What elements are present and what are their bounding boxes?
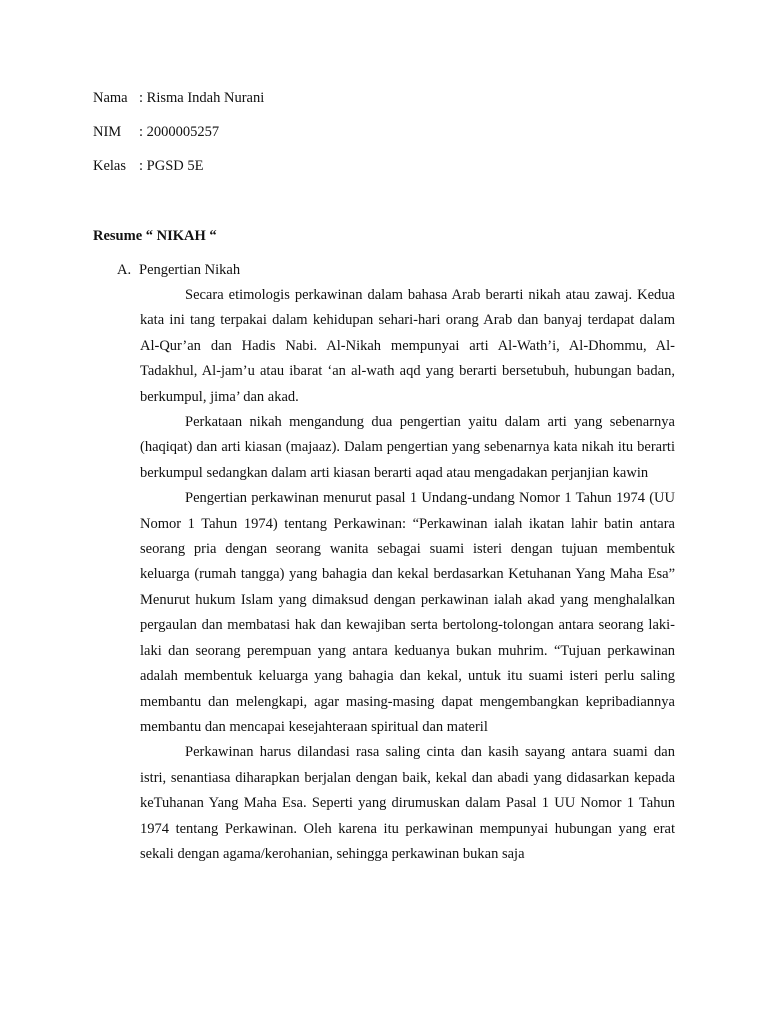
paragraph: Pengertian perkawinan menurut pasal 1 Undang-undang Nomor 1 Tahun 1974 (UU Nomor 1 Tahun 1974) tentang Perkawinan: “Perkawinan ialah ikatan lahir batin antara seorang pria dengan seorang wanita sebagai suami isteri dengan tujuan membentuk keluarga (rumah tangga) yang bahagia dan kekal berdasarkan Ketuhanan Yang Maha Esa” Menurut hukum Islam yang dimaksud dengan perkawinan ialah akad yang menghalalkan pergaulan dan membatasi hak dan kewajiban serta bertolong-tolongan antara seorang laki-laki dan seorang perempuan yang antara keduanya bukan muhrim. “Tujuan perkawinan adalah membentuk keluarga yang bahagia dan kekal, untuk itu suami isteri perlu saling membantu dan melengkapi, agar masing-masing dapat mengembangkan kepribadiannya membantu dan mencapai kesejahteraan spiritual dan materil — [140, 490, 675, 735]
nim-value: : 2000005257 — [139, 124, 220, 140]
student-name-row — [93, 89, 264, 107]
student-nim-row — [93, 123, 219, 141]
section-title: Pengertian Nikah — [139, 262, 241, 278]
name-label: Nama — [93, 90, 128, 106]
student-class-row — [93, 157, 203, 175]
section-letter: A. — [117, 262, 132, 278]
paragraph: Perkawinan harus dilandasi rasa saling cinta dan kasih sayang antara suami dan istri, senantiasa diharapkan berjalan dengan baik, kekal dan abadi yang didasarkan kepada keTuhanan Yang Maha Esa. Seperti yang dirumuskan dalam Pasal 1 UU Nomor 1 Tahun 1974 tentang Perkawinan. Oleh karena itu perkawinan mempunyai hubungan yang erat sekali dengan agama/kerohanian, sehingga perkawinan bukan saja — [140, 744, 675, 862]
name-value: : Risma Indah Nurani — [139, 90, 265, 106]
class-label: Kelas — [93, 158, 127, 174]
section-body — [140, 283, 675, 867]
paragraph: Perkataan nikah mengandung dua pengertian yaitu dalam arti yang sebenarnya (haqiqat) dan arti kiasan (majaaz). Dalam pengertian yang sebenarnya kata nikah itu berarti berkumpul sedangkan dalam arti kiasan berarti aqad atau mengadakan perjanjian kawin — [140, 414, 675, 481]
paragraph: Secara etimologis perkawinan dalam bahasa Arab berarti nikah atau zawaj. Kedua kata ini tang terpakai dalam kehidupan sehari-hari orang Arab dan banyaj terdapat dalam Al-Qur’an dan Hadis Nabi. Al-Nikah mempunyai arti Al-Wath’i, Al-Dhommu, Al-Tadakhul, Al-jam’u atau ibarat ‘an al-wath aqd yang berarti bersetubuh, hubungan badan, berkumpul, jima’ dan akad. — [140, 287, 675, 405]
section-heading — [117, 262, 240, 279]
document-title: Resume “ NIKAH “ — [93, 228, 217, 244]
nim-label: NIM — [93, 124, 122, 140]
class-value: : PGSD 5E — [139, 158, 204, 174]
